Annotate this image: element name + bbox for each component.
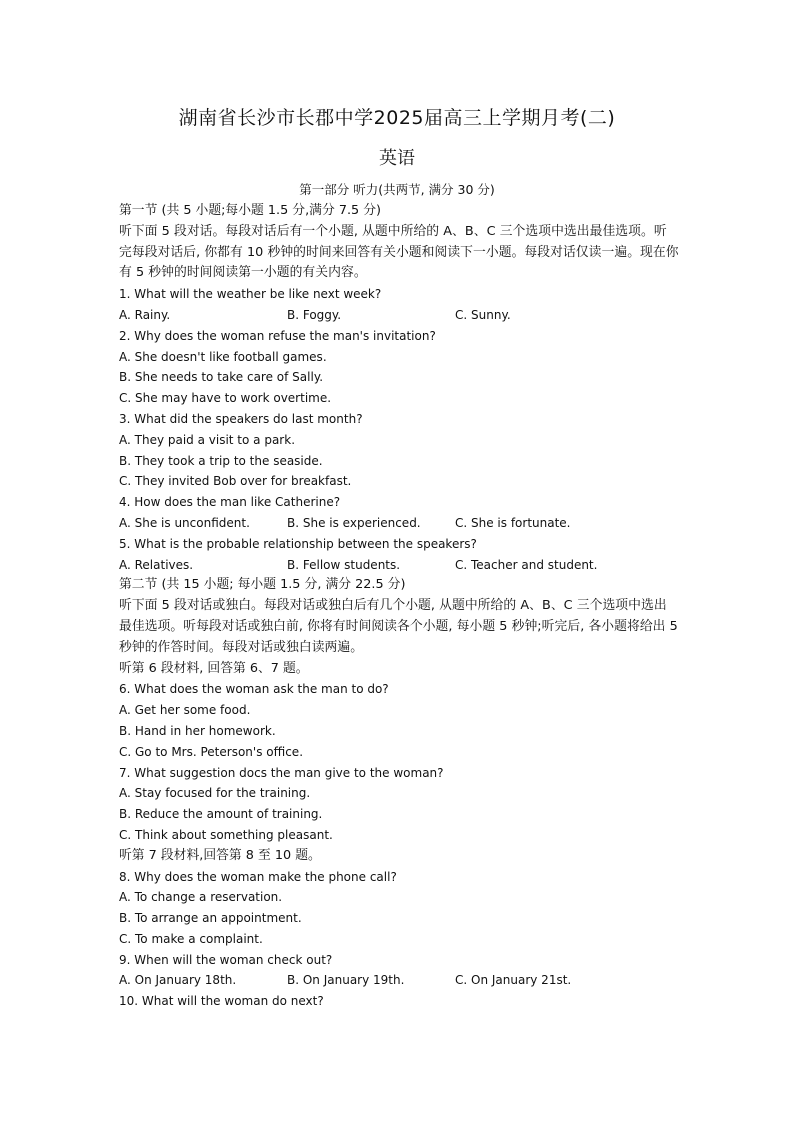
option-a: A. She is unconfident. xyxy=(119,515,250,530)
question-9-stem: 9. When will the woman check out? xyxy=(119,952,333,967)
part-heading: 第一部分 听力(共两节, 满分 30 分) xyxy=(299,182,495,197)
subject-heading: 英语 xyxy=(379,148,415,169)
question-7-stem: 7. What suggestion docs the man give to the woman? xyxy=(119,765,444,780)
option-a: A. To change a reservation. xyxy=(119,890,283,905)
question-4-stem: 4. How does the man like Catherine? xyxy=(119,495,341,510)
option-c: C. They invited Bob over for breakfast. xyxy=(119,474,352,489)
option-c: C. Think about something pleasant. xyxy=(119,827,333,842)
option-b: B. On January 19th. xyxy=(287,973,405,988)
section1-heading: 第一节 (共 5 小题;每小题 1.5 分,满分 7.5 分) xyxy=(119,203,382,218)
option-b: B. Reduce the amount of training. xyxy=(119,807,323,822)
option-c: C. To make a complaint. xyxy=(119,931,263,946)
question-1-stem: 1. What will the weather be like next week? xyxy=(119,287,382,302)
option-a: A. Relatives. xyxy=(119,557,194,572)
option-b: B. Foggy. xyxy=(287,307,342,322)
question-2-stem: 2. Why does the woman refuse the man's invitation? xyxy=(119,328,436,343)
option-b: B. She is experienced. xyxy=(287,515,421,530)
option-c: C. Teacher and student. xyxy=(455,557,598,572)
option-b: B. Fellow students. xyxy=(287,557,401,572)
option-c: C. Go to Mrs. Peterson's office. xyxy=(119,744,304,759)
option-a: A. On January 18th. xyxy=(119,973,237,988)
option-b: B. To arrange an appointment. xyxy=(119,911,302,926)
page-title: 湖南省长沙市长郡中学2025届高三上学期月考(二) xyxy=(178,107,616,129)
section1-instructions: 听下面 5 段对话。每段对话后有一个小题, 从题中所给的 A、B、C 三个选项中选出最佳选项。听完每段对话后, 你都有 10 秒钟的时间来回答有关小题和阅读下一小题。每段对话仅读一遍。现在你有 5 秒钟的时间阅读第一小题的有关内容。 xyxy=(119,223,679,281)
option-b: B. She needs to take care of Sally. xyxy=(119,370,324,385)
question-9-options xyxy=(119,970,679,991)
question-6-stem: 6. What does the woman ask the man to do? xyxy=(119,682,389,697)
section2-heading: 第二节 (共 15 小题; 每小题 1.5 分, 满分 22.5 分) xyxy=(119,577,406,593)
section2-instructions: 听下面 5 段对话或独白。每段对话或独白后有几个小题, 从题中所给的 A、B、C 三个选项中选出最佳选项。听每段对话或独白前, 你将有时间阅读各个小题, 每小题 5 秒钟;听完后, 各小题将给出 5 秒钟的作答时间。每段对话或独白读两遍。 xyxy=(119,598,678,655)
question-5-stem: 5. What is the probable relationship between the speakers? xyxy=(119,536,477,551)
material-6-note: 听第 6 段材料, 回答第 6、7 题。 xyxy=(119,660,309,676)
option-c: C. Sunny. xyxy=(455,307,511,322)
option-a: A. Rainy. xyxy=(119,307,171,322)
option-c: C. On January 21st. xyxy=(455,973,572,988)
material-7-note: 听第 7 段材料,回答第 8 至 10 题。 xyxy=(119,847,321,863)
question-1-options xyxy=(119,305,679,326)
question-5-options xyxy=(119,555,679,576)
question-3-stem: 3. What did the speakers do last month? xyxy=(119,411,363,426)
question-8-stem: 8. Why does the woman make the phone call? xyxy=(119,869,397,884)
option-a: A. Get her some food. xyxy=(119,703,251,718)
exam-content xyxy=(119,201,679,1012)
option-c: C. She is fortunate. xyxy=(455,515,571,530)
option-a: A. She doesn't like football games. xyxy=(119,349,327,364)
option-c: C. She may have to work overtime. xyxy=(119,391,332,406)
option-a: A. Stay focused for the training. xyxy=(119,786,311,801)
question-4-options xyxy=(119,513,679,534)
question-10-stem: 10. What will the woman do next? xyxy=(119,994,324,1009)
option-a: A. They paid a visit to a park. xyxy=(119,432,296,447)
option-b: B. Hand in her homework. xyxy=(119,723,276,738)
option-b: B. They took a trip to the seaside. xyxy=(119,453,323,468)
